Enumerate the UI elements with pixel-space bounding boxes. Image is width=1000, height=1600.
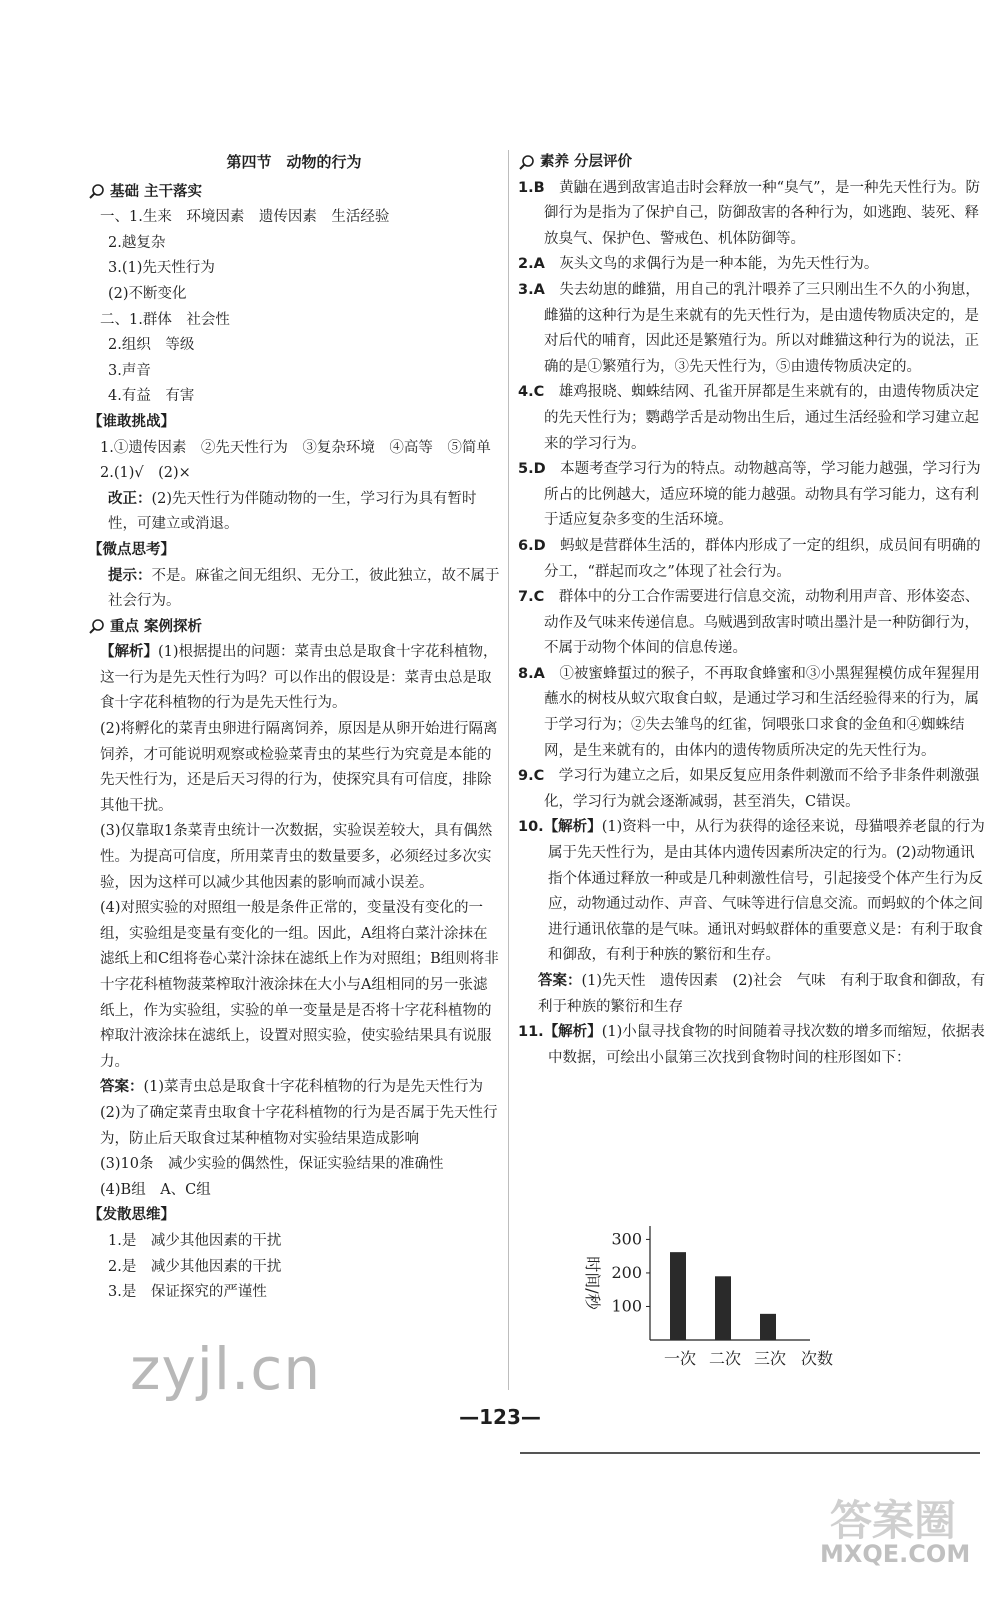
- y-tick-label: 200: [611, 1262, 642, 1282]
- daan-line: (3)10条 减少实验的偶然性，保证实验结果的准确性: [100, 1156, 444, 1173]
- zhongdian-heading-text: 重点 案例探析: [110, 618, 203, 635]
- bar: [715, 1276, 731, 1340]
- y-axis-label: 时间/秒: [583, 1256, 602, 1310]
- tishi-paragraph: [88, 564, 500, 615]
- gaizheng-label: 改正：: [108, 490, 152, 507]
- answer-label: 7.C: [518, 589, 545, 606]
- q10-label: 10.: [518, 819, 544, 836]
- daan-line: (4)B组 A、C组: [100, 1181, 211, 1198]
- answer-text: 本题考查学习行为的特点。动物越高等，学习能力越强，学习行为所占的比例越大，适应环境的能力越强。动物具有学习能力，这有利于适应复杂多变的生活环境。: [544, 461, 981, 529]
- fasan-line: 3.是 保证探究的严谨性: [108, 1284, 267, 1301]
- q10-daan: [518, 969, 988, 1020]
- answer-text: ①被蜜蜂蜇过的猴子，不再取食蜂蜜和③小黑猩猩模仿成年猩猩用蘸水的树枝从蚁穴取食白蚁，是通过学习和生活经验得来的行为，属于学习行为；②失去雏鸟的红雀，饲喂张口求食的金鱼和④蜘蛛结网，是生来就有的，由体内的遗传物质所决定的先天性行为。: [544, 665, 980, 759]
- magnifier-icon: [88, 183, 106, 201]
- jiexi-paragraph: (4)对照实验的对照组一般是条件正常的，变量没有变化的一组，实验组是变量有变化的一组。因此，A组将白菜汁涂抹在滤纸上和C组将卷心菜汁涂抹在滤纸上作为对照组；B组则将非十字花科植物菠菜榨取汁液涂抹在大小与A组相同的另一张滤纸上，作为实验组，实验的单一变量是是否将十字花科植物的榨取汁液涂抹在滤纸上，设置对照实验，使实验结果具有说服力。: [100, 900, 499, 1070]
- magnifier-icon: [518, 154, 536, 172]
- answer-item: [518, 764, 988, 815]
- jichu-heading: [88, 180, 500, 206]
- suyang-heading-text: 素养 分层评价: [540, 154, 633, 170]
- jichu-line: 2.越复杂: [108, 234, 166, 251]
- x-tick-label: 一次: [663, 1349, 697, 1368]
- shuigan-line: 2.(1)√ (2)×: [100, 465, 191, 482]
- jichu-line: 一、1.生来 环境因素 遗传因素 生活经验: [100, 209, 390, 226]
- column-divider: [508, 150, 509, 1390]
- q10-jiexi-text: (1)资料一中，从行为获得的途径来说，母猫喂养老鼠的行为属于先天性行为，是由其体内遗传因素所决定的行为。(2)动物通讯指个体通过释放一种或是几种刺激性信号，引起接受个体产生行为反应，动物通过动作、声音、气味等进行信息交流。而蚂蚁的个体之间进行通讯依靠的是气味。通讯对蚂蚁群体的重要意义是：有利于取食和御敌，有利于种族的繁衍和生存。: [548, 819, 985, 964]
- answer-item: [518, 278, 988, 380]
- jichu-line: 4.有益 有害: [108, 388, 195, 405]
- q11-label: 11.: [518, 1024, 544, 1041]
- jichu-line: 二、1.群体 社会性: [100, 311, 230, 328]
- q10-jiexi-label: 【解析】: [543, 819, 602, 836]
- gaizheng-text: (2)先天性行为伴随动物的一生，学习行为具有暂时性，可建立或消退。: [108, 490, 477, 533]
- weidian-heading: 【微点思考】: [88, 541, 175, 558]
- answer-label: 9.C: [518, 768, 545, 785]
- q11-jiexi-text: (1)小鼠寻找食物的时间随着寻找次数的增多而缩短，依据表中数据，可绘出小鼠第三次找到食物时间的柱形图如下：: [548, 1024, 985, 1066]
- zhongdian-heading: [88, 615, 500, 641]
- watermark-logo: MXQE.COM: [820, 1540, 971, 1568]
- answer-label: 2.A: [518, 256, 545, 273]
- answer-label: 3.A: [518, 281, 545, 298]
- right-column: [518, 150, 988, 1071]
- answer-item: [518, 585, 988, 662]
- answer-label: 4.C: [518, 384, 545, 401]
- answer-label: 5.D: [518, 461, 546, 478]
- answer-item: [518, 662, 988, 764]
- answer-label: 8.A: [518, 665, 545, 682]
- watermark-logo: 答案圈: [830, 1496, 957, 1545]
- bar: [670, 1252, 686, 1340]
- q11-jiexi-label: 【解析】: [543, 1024, 602, 1041]
- tishi-label: 提示：: [108, 567, 152, 584]
- daan-line: (1)菜青虫总是取食十字花科植物的行为是先天性行为: [143, 1079, 484, 1096]
- jichu-line: 3.(1)先天性行为: [108, 260, 215, 277]
- q10-daan-label: 答案：: [538, 973, 582, 989]
- x-tick-label: 三次: [753, 1349, 787, 1368]
- answer-item: [518, 457, 988, 534]
- answer-item: [518, 176, 988, 253]
- shuigan-line: 1.①遗传因素 ②先天性行为 ③复杂环境 ④高等 ⑤简单: [100, 439, 491, 456]
- answer-text: 蚂蚁是营群体生活的，群体内形成了一定的组织，成员间有明确的分工，“群起而攻之”体现了社会行为。: [544, 537, 981, 580]
- tishi-text: 不是。麻雀之间无组织、无分工，彼此独立，故不属于社会行为。: [108, 567, 500, 610]
- jichu-line: (2)不断变化: [108, 285, 187, 302]
- fasan-heading: 【发散思维】: [88, 1207, 175, 1224]
- suyang-heading: [518, 150, 988, 176]
- q10-daan-text: (1)先天性 遗传因素 (2)社会 气味 有利于取食和御敌，有利于种族的繁衍和生存: [538, 973, 986, 1015]
- footer-rule: [520, 1452, 980, 1454]
- q11-jiexi: [518, 1020, 988, 1071]
- magnifier-icon: [88, 618, 106, 636]
- section-title: 第四节 动物的行为: [226, 153, 362, 171]
- answer-text: 学习行为建立之后，如果反复应用条件刺激而不给予非条件刺激强化，学习行为就会逐渐减弱，甚至消失，C错误。: [544, 768, 980, 810]
- answer-label: 6.D: [518, 537, 546, 554]
- daan-paragraph: [88, 1075, 500, 1101]
- answer-item: [518, 534, 988, 585]
- answer-text: 群体中的分工合作需要进行信息交流，动物利用声音、形体姿态、动作及气味来传递信息。乌贼遇到敌害时喷出墨汁是一种防御行为，不属于动物个体间的信息传递。: [544, 589, 980, 657]
- x-axis-label: 次数: [800, 1349, 834, 1368]
- y-tick-label: 300: [611, 1229, 642, 1249]
- shuigan-heading: 【谁敢挑战】: [88, 413, 175, 430]
- fasan-line: 1.是 减少其他因素的干扰: [108, 1232, 282, 1249]
- answer-item: [518, 252, 988, 278]
- page-number: —123—: [459, 1405, 541, 1429]
- jichu-heading-text: 基础 主干落实: [110, 183, 203, 200]
- left-column: [88, 150, 500, 1306]
- gaizheng-paragraph: [88, 487, 500, 538]
- answer-text: 灰头文鸟的求偶行为是一种本能，为先天性行为。: [559, 256, 879, 273]
- y-tick-label: 100: [611, 1296, 642, 1316]
- answer-text: 失去幼崽的雌猫，用自己的乳汁喂养了三只刚出生不久的小狗崽，雌猫的这种行为是生来就有的先天性行为，是由遗传物质决定的，是对后代的哺育，因此还是繁殖行为。所以对雌猫这种行为的说法，正确的是①繁殖行为，③先天性行为，⑤由遗传物质决定的。: [544, 281, 980, 375]
- daan-label: 答案：: [100, 1079, 144, 1096]
- fasan-line: 2.是 减少其他因素的干扰: [108, 1258, 282, 1275]
- x-tick-label: 二次: [708, 1349, 742, 1368]
- jiexi-label: 【解析】: [100, 644, 158, 661]
- jiexi-paragraph: (2)将孵化的菜青虫卵进行隔离饲养，原因是从卵开始进行隔离饲养，才可能说明观察或检验菜青虫的某些行为究竟是本能的先天性行为，还是后天习得的行为，使探究具有可信度，排除其他干扰。: [100, 721, 498, 814]
- jiexi-paragraph: (3)仅靠取1条菜青虫统计一次数据，实验误差较大，具有偶然性。为提高可信度，所用菜青虫的数量要多，必须经过多次实验，因为这样可以减少其他因素的影响而减小误差。: [100, 823, 493, 891]
- answer-item: [518, 380, 988, 457]
- jichu-line: 3.声音: [108, 362, 151, 379]
- daan-line: (2)为了确定菜青虫取食十字花科植物的行为是否属于先天性行为，防止后天取食过某种植物对实验结果造成影响: [100, 1104, 498, 1147]
- answer-label: 1.B: [518, 179, 545, 196]
- jiexi-paragraph: [88, 640, 500, 717]
- bar-chart: [575, 1220, 865, 1380]
- answer-text: 黄鼬在遇到敌害追击时会释放一种“臭气”，是一种先天性行为。防御行为是指为了保护自己，防御敌害的各种行为，如逃跑、装死、释放臭气、保护色、警戒色、机体防御等。: [544, 179, 980, 247]
- answer-text: 雄鸡报晓、蜘蛛结网、孔雀开屏都是生来就有的，由遗传物质决定的先天性行为；鹦鹉学舌是动物出生后，通过生活经验和学习建立起来的学习行为。: [544, 384, 980, 452]
- bar: [760, 1314, 776, 1340]
- jichu-line: 2.组织 等级: [108, 337, 195, 354]
- jiexi-text: (1)根据提出的问题：菜青虫总是取食十字花科植物，这一行为是先天性行为吗？可以作出的假设是：菜青虫总是取食十字花科植物的行为是先天性行为。: [100, 644, 498, 712]
- watermark-logo: zyjl.cn: [130, 1335, 322, 1403]
- q10-jiexi: [518, 815, 988, 969]
